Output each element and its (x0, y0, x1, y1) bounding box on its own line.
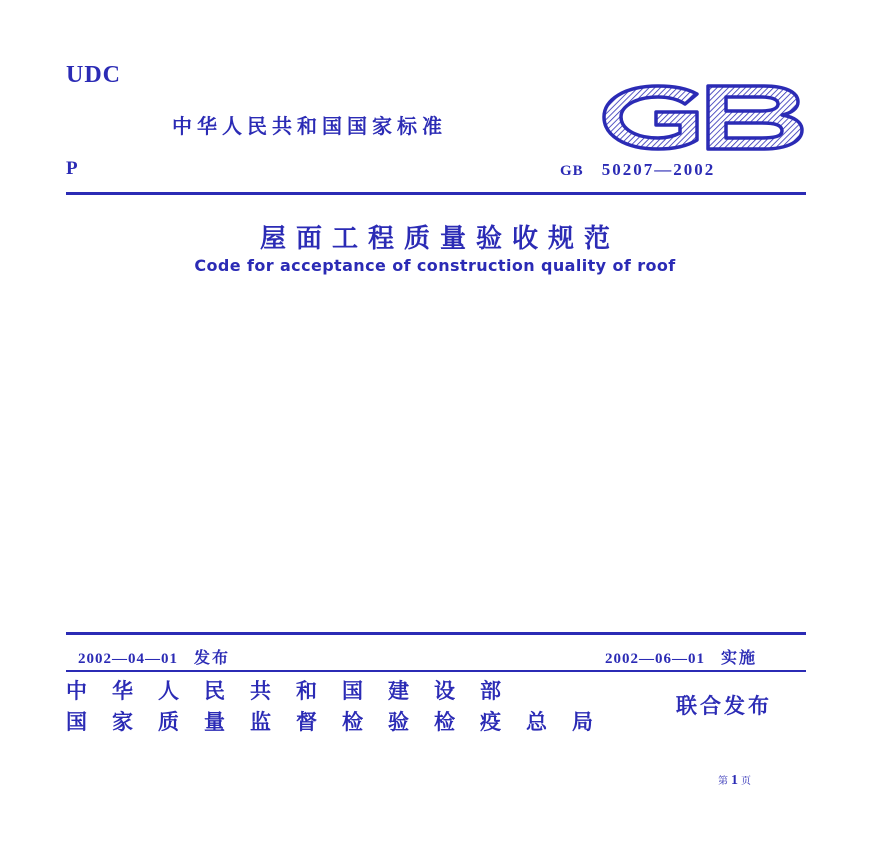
issue-date-value: 2002—04—01 (78, 651, 178, 667)
page-title-cn: 屋面工程质量验收规范 (259, 224, 620, 254)
effective-date-value: 2002—06—01 (605, 651, 705, 667)
issuer-list (66, 676, 666, 738)
national-standard-heading: 中华人民共和国国家标准 (172, 114, 447, 138)
issuer-line: 国家质量监督检验检疫总局 (66, 710, 618, 734)
page-number (718, 772, 751, 789)
footer-divider-top (66, 632, 806, 635)
joint-issue-label: 联合发布 (676, 694, 772, 718)
gb-logo-icon (596, 78, 811, 156)
standard-number-prefix: GB (560, 163, 584, 179)
effective-date-word: 实施 (721, 648, 758, 667)
effective-date (605, 645, 757, 668)
issue-date-word: 发布 (194, 648, 231, 667)
classification-mark: P (66, 158, 78, 179)
issuer-line: 中华人民共和国建设部 (66, 679, 526, 703)
page-number-prefix: 第 (718, 776, 728, 787)
udc-label: UDC (66, 62, 121, 88)
header-divider (66, 192, 806, 195)
issue-date (78, 645, 230, 668)
page-title-en: Code for acceptance of construction quality of roof (194, 256, 676, 275)
page-number-suffix: 页 (741, 776, 751, 787)
standard-number (560, 160, 715, 180)
page-number-value: 1 (731, 773, 738, 788)
footer-divider-bottom (66, 670, 806, 672)
standard-number-value: 50207—2002 (601, 160, 716, 179)
